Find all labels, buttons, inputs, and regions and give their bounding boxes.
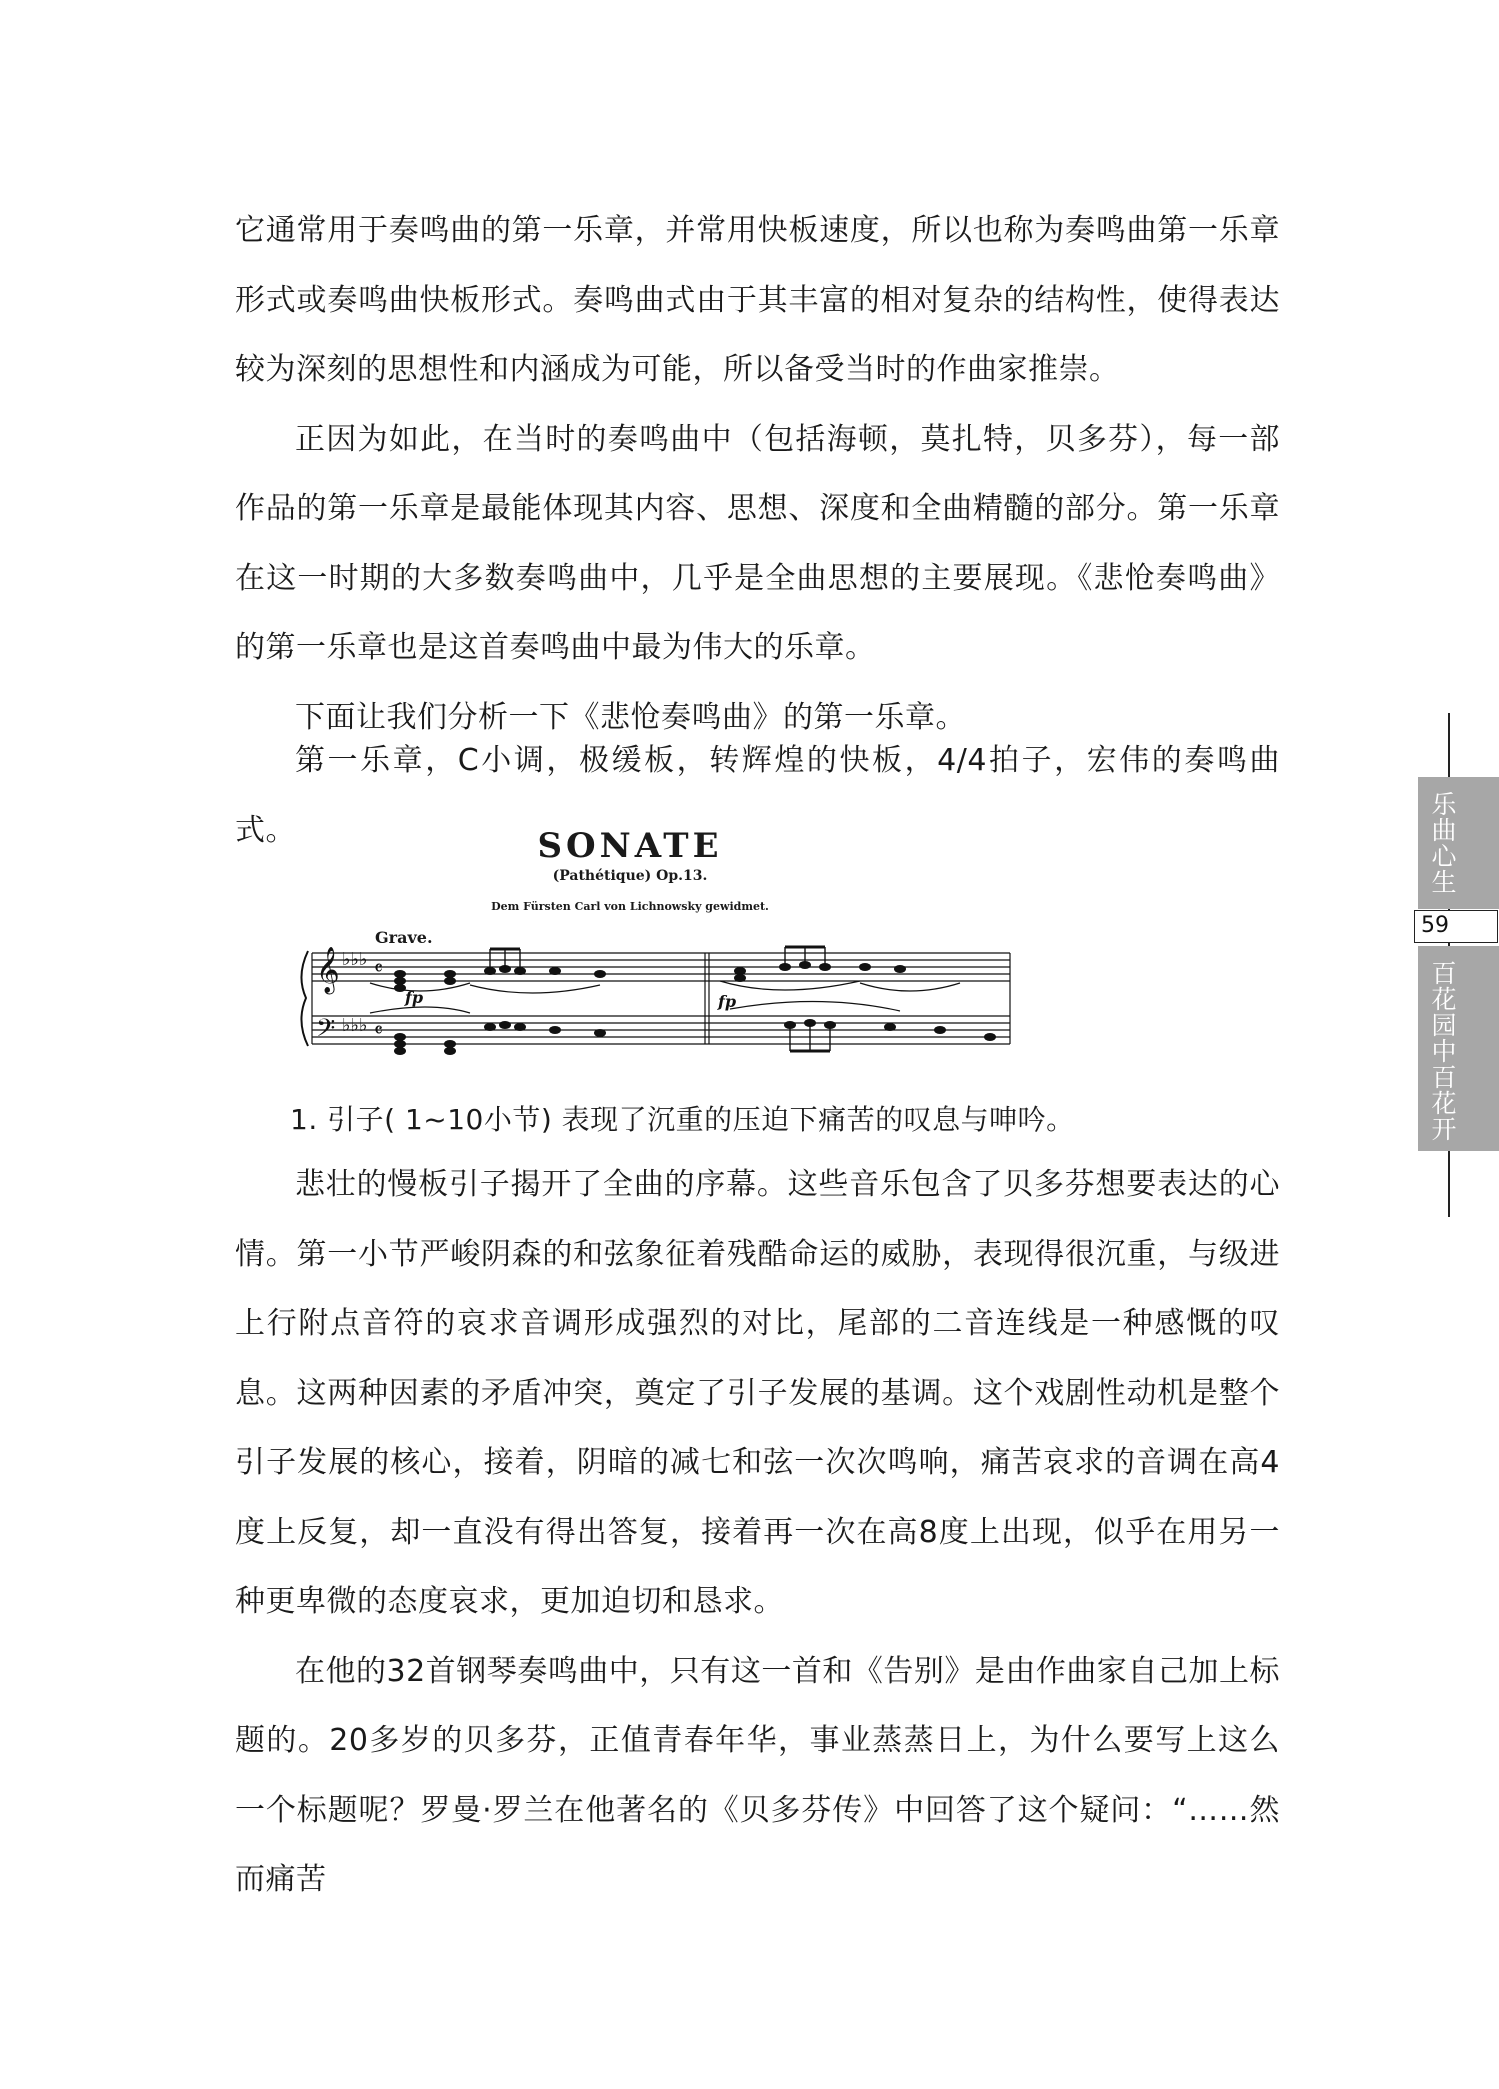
score-excerpt	[300, 826, 1030, 1066]
paragraph: 悲壮的慢板引子揭开了全曲的序幕。这些音乐包含了贝多芬想要表达的心情。第一小节严峻阴森的和弦象征着残酷命运的威胁，表现得很沉重，与级进上行附点音符的哀求音调形成强烈的对比，尾部的二音连线是一种感慨的叹息。这两种因素的矛盾冲突，奠定了引子发展的基调。这个戏剧性动机是整个引子发展的核心，接着，阴暗的减七和弦一次次鸣响，痛苦哀求的音调在高4度上反复，却一直没有得出答复，接着再一次在高8度上出现，似乎在用另一种更卑微的态度哀求，更加迫切和恳求。	[235, 1167, 1280, 1619]
paragraph: 它通常用于奏鸣曲的第一乐章，并常用快板速度，所以也称为奏鸣曲第一乐章形式或奏鸣曲快板形式。奏鸣曲式由于其丰富的相对复杂的结构性，使得表达较为深刻的思想性和内涵成为可能，所以备受当时的作曲家推崇。	[235, 213, 1280, 387]
chapter-title: 乐曲心生	[1428, 791, 1457, 895]
svg-text:♭♭♭: ♭♭♭	[342, 949, 368, 970]
score-dedication: Dem Fürsten Carl von Lichnowsky gewidmet.	[491, 900, 769, 913]
side-tab-upper	[1418, 777, 1499, 909]
score-tempo: Grave.	[375, 928, 433, 947]
score-subtitle: (Pathétique) Op.13.	[552, 868, 708, 884]
section-title: 百花园中百花开	[1428, 960, 1457, 1142]
side-tab-lower	[1418, 946, 1499, 1151]
body-text-top	[235, 196, 1280, 752]
score-caption: 1. 引子( 1~10小节) 表现了沉重的压迫下痛苦的叹息与呻吟。	[290, 1103, 1075, 1136]
score-title: SONATE	[537, 826, 723, 866]
paragraph: 在他的32首钢琴奏鸣曲中，只有这一首和《告别》是由作曲家自己加上标题的。20多岁的贝多芬，正值青春年华，事业蒸蒸日上，为什么要写上这么一个标题呢？罗曼·罗兰在他著名的《贝多芬传》中回答了这个疑问：“……然而痛苦	[235, 1653, 1280, 1897]
paragraph: 下面让我们分析一下《悲怆奏鸣曲》的第一乐章。	[295, 699, 966, 735]
svg-text:♭♭♭: ♭♭♭	[342, 1015, 368, 1036]
paragraph: 正因为如此，在当时的奏鸣曲中（包括海顿，莫扎特，贝多芬），每一部作品的第一乐章是最能体现其内容、思想、深度和全曲精髓的部分。第一乐章在这一时期的大多数奏鸣曲中，几乎是全曲思想的主要展现。《悲怆奏鸣曲》的第一乐章也是这首奏鸣曲中最为伟大的乐章。	[235, 421, 1280, 665]
dynamic-marking: fp	[405, 988, 424, 1007]
svg-text:𝄢: 𝄢	[316, 1014, 336, 1049]
movement-line: 第一乐章，C小调，极缓板，转辉煌的快板，4/4拍子，宏伟的奏鸣曲式。	[235, 743, 1280, 848]
page-number: 59	[1421, 913, 1449, 938]
body-text-bottom	[235, 1150, 1280, 1915]
page-number-box	[1414, 910, 1498, 943]
svg-text:𝄴: 𝄴	[374, 956, 383, 980]
music-staff-graphic	[300, 941, 1030, 1066]
svg-text:𝄴: 𝄴	[374, 1018, 383, 1042]
svg-text:𝄞: 𝄞	[316, 947, 340, 993]
dynamic-marking: fp	[718, 992, 737, 1011]
